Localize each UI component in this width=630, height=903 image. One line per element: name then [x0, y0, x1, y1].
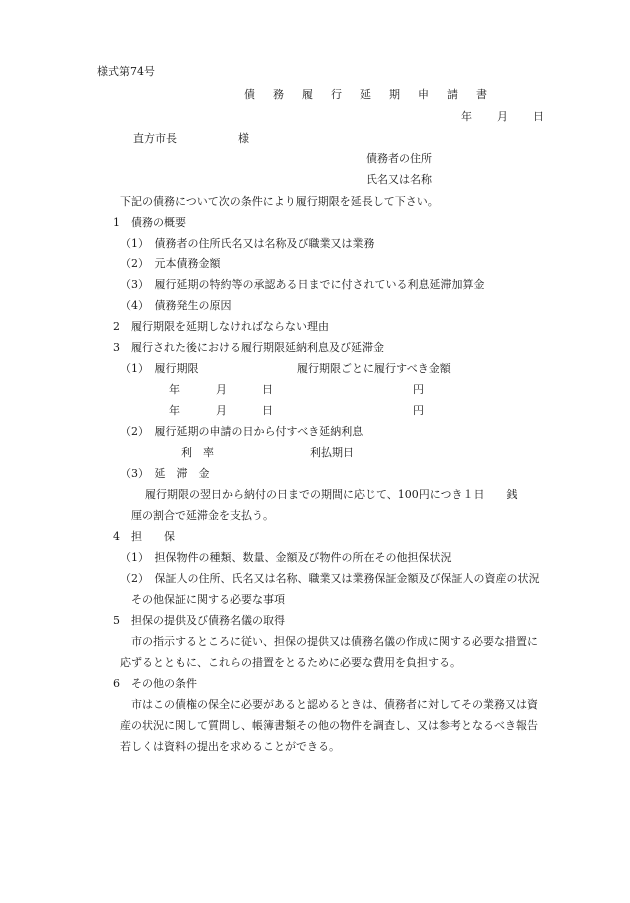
title-char: 延 — [360, 88, 371, 101]
section-3-item-1-label: （1） 履行期限 — [120, 362, 199, 375]
title-char: 行 — [331, 88, 342, 101]
debtor-address-label: 債務者の住所 — [366, 152, 432, 165]
interest-rate-label: 利 率 — [181, 446, 214, 459]
addressee-honorific: 様 — [238, 132, 249, 145]
row-1-year: 年 — [169, 383, 180, 396]
section-1-item-1: （1） 債務者の住所氏名又は名称及び職業又は業務 — [120, 237, 375, 250]
section-3-item-3-label: （3） 延 滞 金 — [120, 467, 210, 480]
section-1-heading: 1 債務の概要 — [113, 216, 186, 229]
section-6-line-2: 産の状況に関して質問し、帳簿書類その他の物件を調査し、又は参考となるべき報告 — [120, 719, 538, 732]
debtor-name-label: 氏名又は名称 — [366, 173, 432, 186]
section-1-item-4: （4） 債務発生の原因 — [120, 299, 232, 312]
section-3-heading: 3 履行された後における履行期限延納利息及び延滞金 — [113, 341, 384, 354]
document-title — [235, 89, 496, 100]
title-char: 申 — [418, 88, 429, 101]
intro-text: 下記の債務について次の条件により履行期限を延長して下さい。 — [120, 195, 439, 208]
section-6-line-1: 市はこの債権の保全に必要があると認めるときは、債務者に対してその業務又は資 — [131, 698, 538, 711]
row-1-yen: 円 — [413, 383, 424, 396]
section-4-item-2-line-1: （2） 保証人の住所、氏名又は名称、職業又は業務保証金額及び保証人の資産の状況 — [120, 572, 540, 585]
row-2-yen: 円 — [413, 404, 424, 417]
title-char: 期 — [389, 88, 400, 101]
form-number: 様式第74号 — [97, 65, 155, 78]
section-6-line-3: 若しくは資料の提出を求めることができる。 — [120, 740, 340, 753]
section-4-heading: 4 担 保 — [113, 530, 175, 543]
row-2-year: 年 — [169, 404, 180, 417]
late-fee-line-1: 履行期限の翌日から納付の日までの期間に応じて、100円につき１日 銭 — [145, 488, 518, 501]
title-char: 務 — [273, 88, 284, 101]
section-3-item-1-amount-label: 履行期限ごとに履行すべき金額 — [297, 362, 451, 375]
date-day: 日 — [533, 110, 544, 123]
section-1-item-2: （2） 元本債務金額 — [120, 257, 221, 270]
section-3-item-2-label: （2） 履行延期の申請の日から付すべき延納利息 — [120, 425, 364, 438]
title-char: 請 — [447, 88, 458, 101]
late-fee-line-2: 厘の割合で延滞金を支払う。 — [131, 509, 274, 522]
title-char: 債 — [244, 88, 255, 101]
row-1-month: 月 — [216, 383, 227, 396]
section-4-item-2-line-2: その他保証に関する必要な事項 — [131, 593, 285, 606]
section-1-item-3: （3） 履行延期の特約等の承認ある日までに付されている利息延滞加算金 — [120, 278, 485, 291]
addressee-name: 直方市長 — [133, 132, 177, 145]
section-5-heading: 5 担保の提供及び債務名儀の取得 — [113, 614, 285, 627]
title-char: 履 — [302, 88, 313, 101]
section-2-heading: 2 履行期限を延期しなければならない理由 — [113, 320, 329, 333]
row-2-day: 日 — [262, 404, 273, 417]
date-month: 月 — [497, 110, 508, 123]
section-6-heading: 6 その他の条件 — [113, 677, 197, 690]
section-5-line-1: 市の指示するところに従い、担保の提供又は債務名儀の作成に関する必要な措置に — [131, 635, 538, 648]
section-4-item-1: （1） 担保物件の種類、数量、金額及び物件の所在その他担保状況 — [120, 551, 452, 564]
title-char: 書 — [476, 88, 487, 101]
section-5-line-2: 応ずるとともに、これらの措置をとるために必要な費用を負担する。 — [120, 656, 461, 669]
row-2-month: 月 — [216, 404, 227, 417]
date-year: 年 — [461, 110, 472, 123]
interest-payday-label: 利払期日 — [310, 446, 354, 459]
row-1-day: 日 — [262, 383, 273, 396]
